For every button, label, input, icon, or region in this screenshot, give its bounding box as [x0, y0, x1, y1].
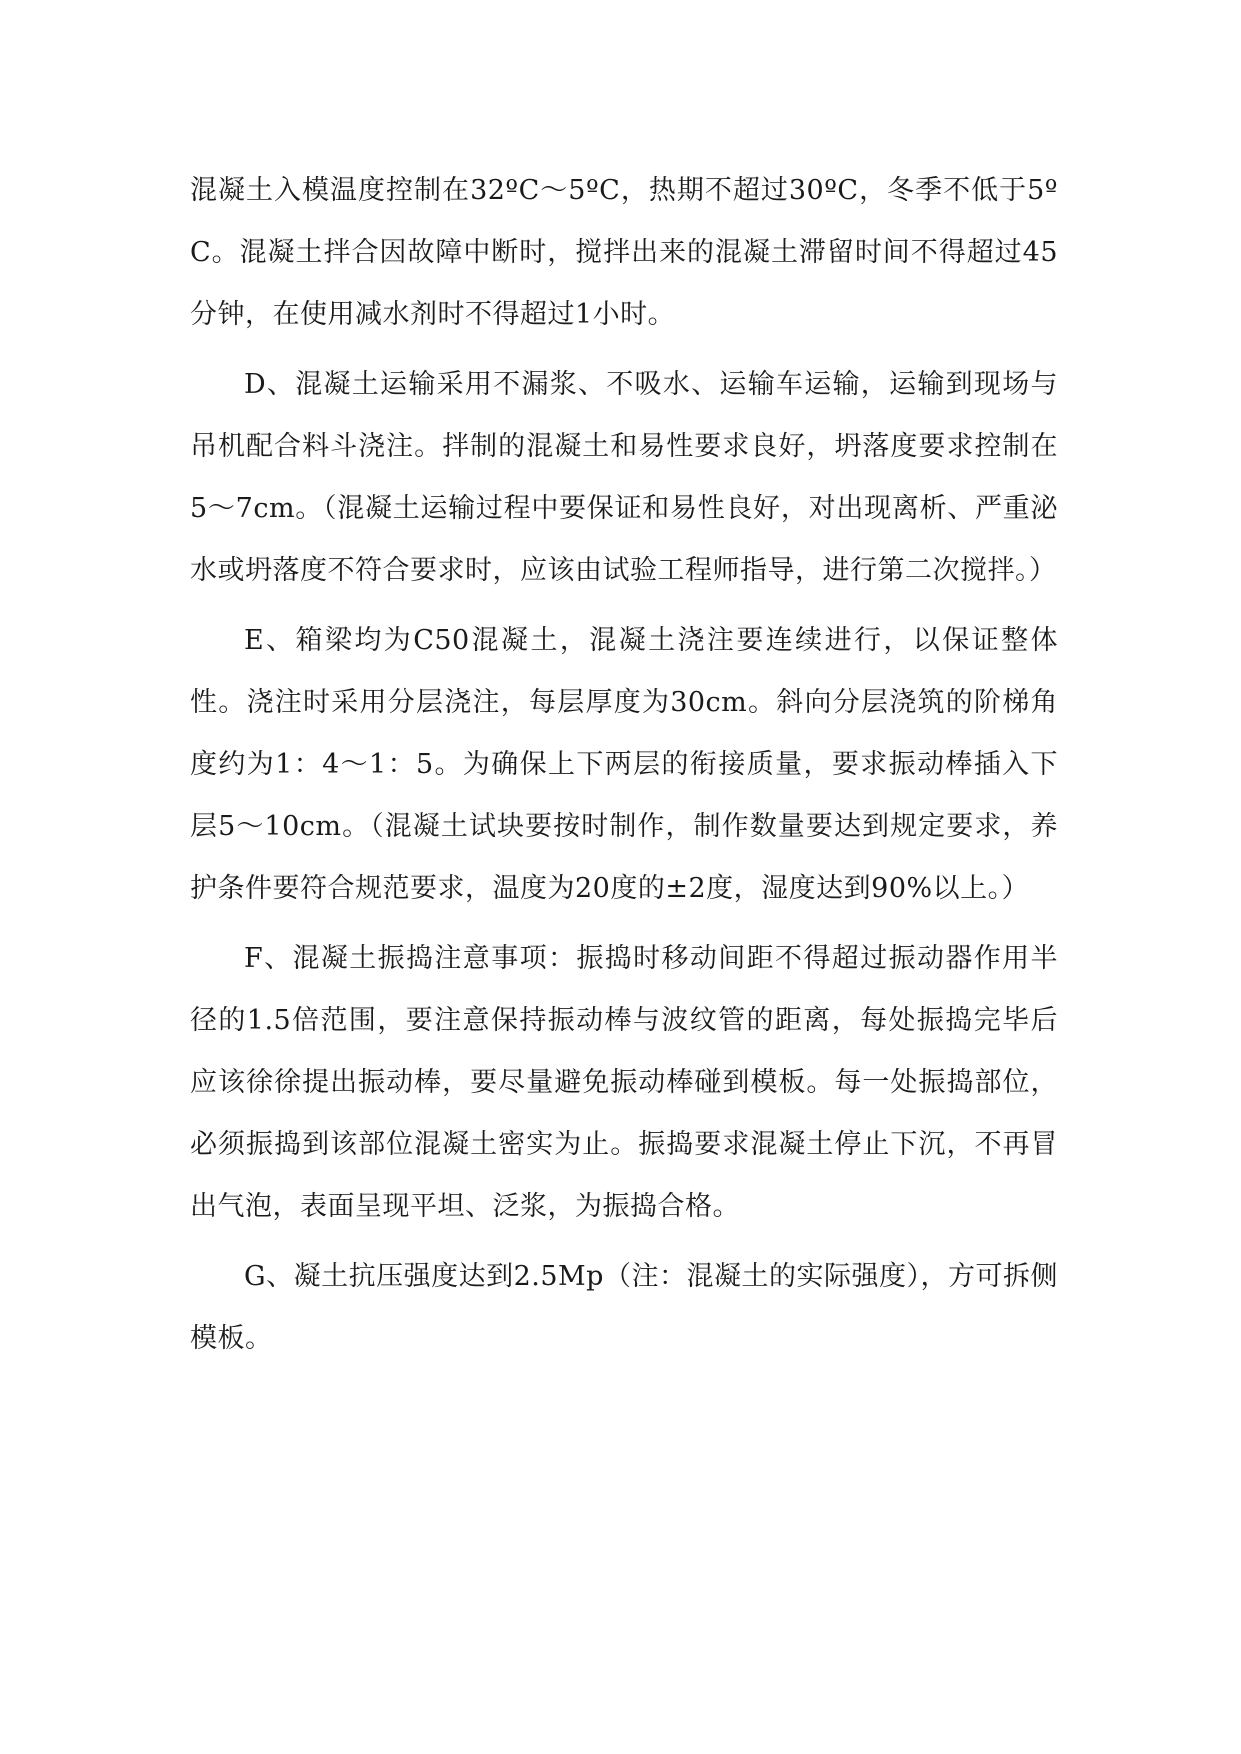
paragraph-section-g: G、凝土抗压强度达到2.5Mp（注：混凝土的实际强度），方可拆侧模板。 — [190, 1261, 1058, 1354]
paragraph-section-e: E、箱梁均为C50混凝土，混凝土浇注要连续进行，以保证整体性。浇注时采用分层浇注，每层厚度为30cm。斜向分层浇筑的阶梯角度约为1：4～1：5。为确保上下两层的衔接质量，要求振动棒插入下层5～10cm。（混凝土试块要按时制作，制作数量要达到规定要求，养护条件要符合规范要求，温度为20度的±2度，湿度达到90%以上。） — [190, 625, 1058, 904]
paragraph-section-d: D、混凝土运输采用不漏浆、不吸水、运输车运输，运输到现场与吊机配合料斗浇注。拌制的混凝土和易性要求良好，坍落度要求控制在5～7cm。（混凝土运输过程中要保证和易性良好，对出现离析、严重泌水或坍落度不符合要求时，应该由试验工程师指导，进行第二次搅拌。） — [190, 369, 1058, 586]
paragraph-temperature: 混凝土入模温度控制在32ºC～5ºC，热期不超过30ºC，冬季不低于5ºC。混凝土拌合因故障中断时，搅拌出来的混凝土滞留时间不得超过45分钟，在使用减水剂时不得超过1小时。 — [190, 175, 1058, 330]
paragraph-section-f: F、混凝土振捣注意事项：振捣时移动间距不得超过振动器作用半径的1.5倍范围，要注意保持振动棒与波纹管的距离，每处振捣完毕后应该徐徐提出振动棒，要尽量避免振动棒碰到模板。每一处振捣部位，必须振捣到该部位混凝土密实为止。振捣要求混凝土停止下沉，不再冒出气泡，表面呈现平坦、泛浆，为振捣合格。 — [190, 943, 1058, 1222]
document-body — [190, 160, 1058, 1378]
